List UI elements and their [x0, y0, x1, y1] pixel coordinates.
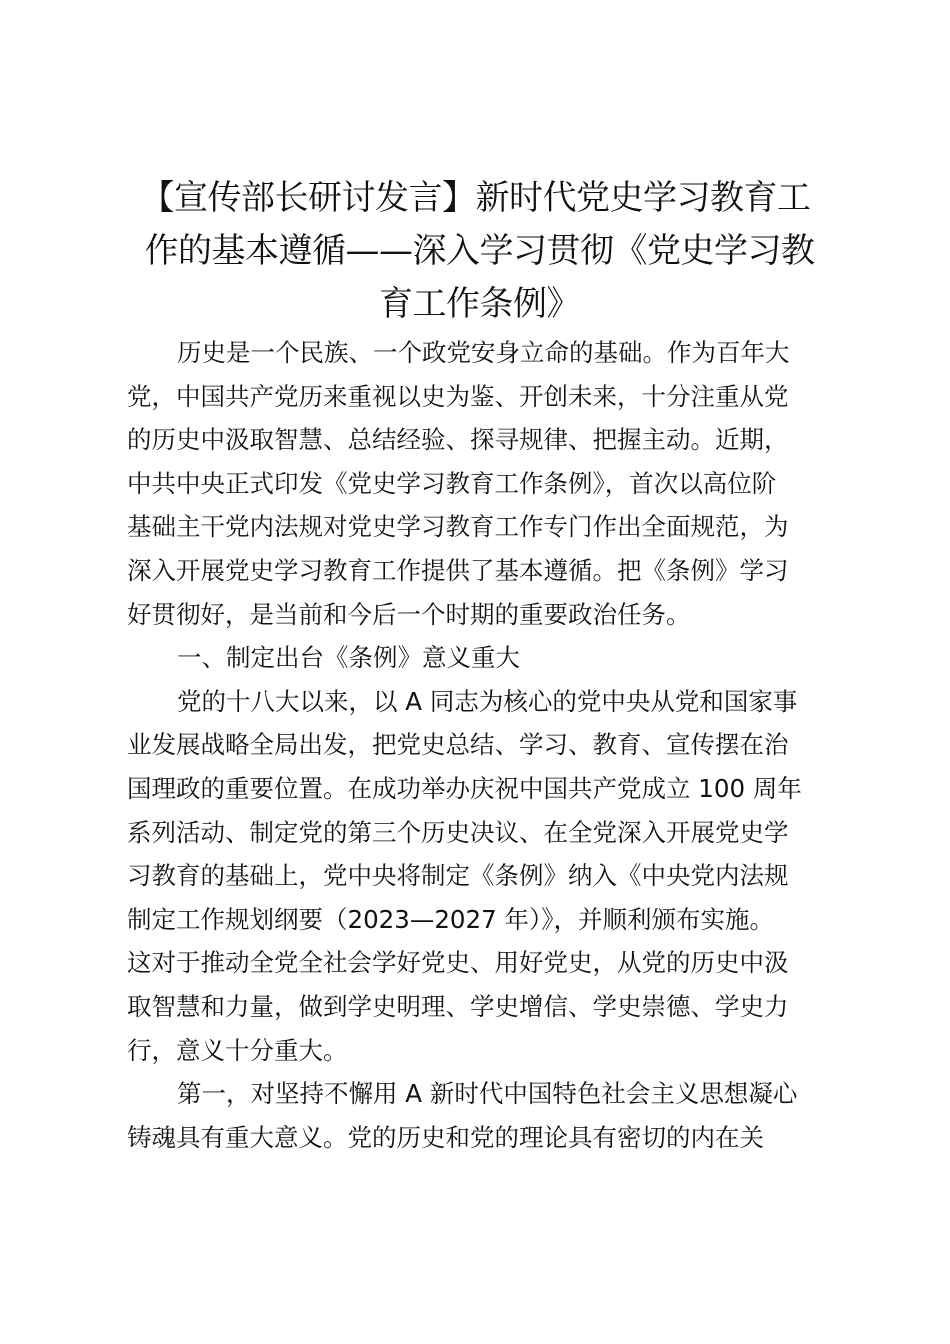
text-line: 国理政的重要位置。在成功举办庆祝中国共产党成立 100 周年 — [127, 773, 802, 803]
text-line: 的历史中汲取智慧、总结经验、探寻规律、把握主动。近期， — [127, 425, 789, 455]
section-heading — [127, 636, 832, 680]
text-line: 第一，对坚持不懈用 A 新时代中国特色社会主义思想凝心 — [177, 1079, 798, 1109]
text-line: 系列活动、制定党的第三个历史决议、在全党深入开展党史学 — [127, 817, 789, 847]
text-line: 这对于推动全党全社会学好党史、用好党史，从党的历史中汲 — [127, 948, 789, 978]
text-line: 党，中国共产党历来重视以史为鉴、开创未来，十分注重从党 — [127, 381, 789, 411]
document-title — [127, 172, 832, 331]
text-line: 基础主干党内法规对党史学习教育工作专门作出全面规范，为 — [127, 512, 789, 542]
text-line: 业发展战略全局出发，把党史总结、学习、教育、宣传摆在治 — [127, 730, 789, 760]
body-paragraph — [127, 680, 832, 1072]
text-line: 取智慧和力量，做到学史明理、学史增信、学史崇德、学史力 — [127, 991, 789, 1021]
text-line: 制定工作规划纲要（2023—2027 年）》，并顺利颁布实施。 — [127, 904, 774, 934]
text-line: 一、制定出台《条例》意义重大 — [177, 643, 520, 673]
text-line: 深入开展党史学习教育工作提供了基本遵循。把《条例》学习 — [127, 555, 789, 585]
text-line: 好贯彻好，是当前和今后一个时期的重要政治任务。 — [127, 599, 691, 629]
text-line: 党的十八大以来，以 A 同志为核心的党中央从党和国家事 — [177, 686, 798, 716]
text-line: 行，意义十分重大。 — [127, 1035, 348, 1065]
text-line: 历史是一个民族、一个政党安身立命的基础。作为百年大 — [177, 338, 790, 367]
text-line: 铸魂具有重大意义。党的历史和党的理论具有密切的内在关 — [127, 1122, 764, 1152]
text-line: 习教育的基础上，党中央将制定《条例》纳入《中央党内法规 — [127, 861, 789, 891]
document-page — [127, 172, 832, 1159]
body-paragraph — [127, 1072, 832, 1159]
title-line: 作的基本遵循——深入学习贯彻《党史学习教 — [144, 231, 815, 271]
title-line: 【宣传部长研讨发言】新时代党史学习教育工 — [140, 178, 811, 218]
intro-paragraph — [127, 331, 832, 636]
text-line: 中共中央正式印发《党史学习教育工作条例》，首次以高位阶 — [127, 468, 777, 498]
title-line: 育工作条例》 — [379, 284, 580, 324]
document-body — [127, 331, 832, 1159]
